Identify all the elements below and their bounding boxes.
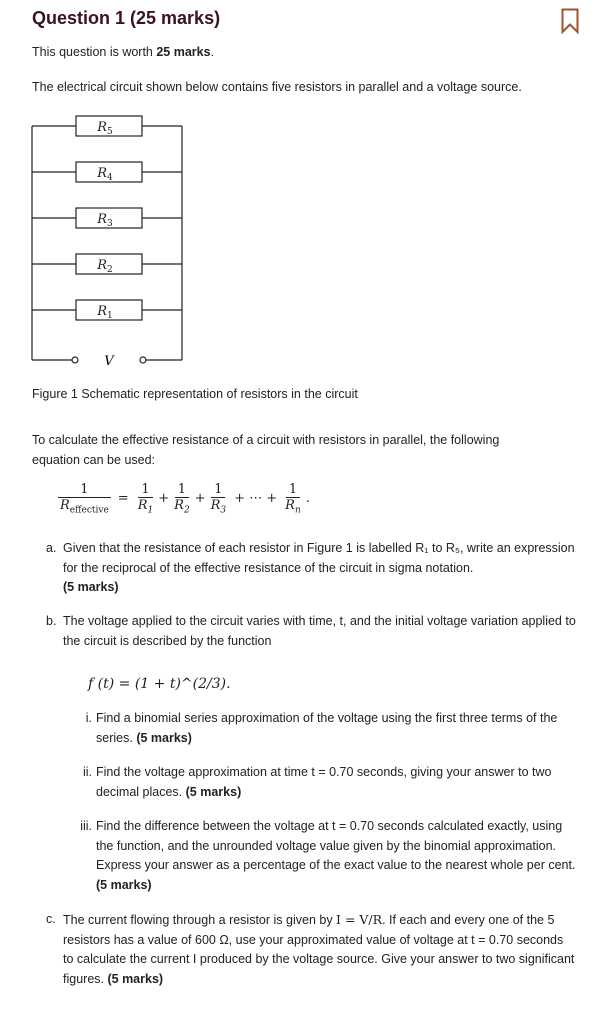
part-b: b. The voltage applied to the circuit varies with time, t, and the initial voltage variation applied to the circuit is described by the function bbox=[46, 614, 576, 648]
part-b-iii: iii. Find the difference between the voltage at t = 0.70 seconds calculated exactly, using the function, and the unrounded voltage value given by the binomial approximation. Express your answer as a percentage of the exact value to the nearest whole per cent. (5 marks) bbox=[80, 819, 576, 892]
voltage-function: f (t) = (1 + t)^(2/3). bbox=[88, 676, 231, 692]
equation-intro: To calculate the effective resistance of a circuit with resistors in parallel, the following equation can be used: bbox=[32, 433, 500, 467]
voltage-source-label: V bbox=[104, 354, 114, 369]
effective-resistance-equation: $\frac{1}{R_{effective}}$ = $\frac{1}{R_1}$ + $\frac{1}{R_2}$ + $\frac{1}{R_3}$ + ⋯ + $\frac{1}{R_n}$ . bbox=[60, 482, 310, 516]
resistor-label: $R_5$ bbox=[97, 120, 113, 137]
question-title: Question 1 (25 marks) bbox=[32, 8, 221, 28]
bookmark-icon[interactable] bbox=[561, 8, 579, 37]
figure-caption: Figure 1 Schematic representation of resistors in the circuit bbox=[32, 387, 358, 401]
circuit-description: The electrical circuit shown below contains five resistors in parallel and a voltage source. bbox=[32, 80, 522, 94]
marks-statement: This question is worth 25 marks. bbox=[32, 45, 215, 59]
part-b-ii: ii. Find the voltage approximation at time t = 0.70 seconds, giving your answer to two decimal places. (5 marks) bbox=[82, 765, 552, 799]
resistor-label: $R_4$ bbox=[97, 166, 113, 183]
part-b-i: i. Find a binomial series approximation of the voltage using the first three terms of the series. (5 marks) bbox=[85, 711, 558, 745]
part-c: c. The current flowing through a resistor is given by I = V/R. If each and every one of the 5 resistors has a value of 600 Ω, use your approximated value of voltage at t = 0.70 seconds to calculate the current I produced by the voltage source. Give your answer to two significant figures. (5 marks) bbox=[46, 912, 575, 986]
resistor-label: $R_3$ bbox=[97, 212, 113, 229]
part-a: a. Given that the resistance of each resistor in Figure 1 is labelled R₁ to R₅, write an expression for the reciprocal of the effective resistance of the circuit in sigma notation. (5 marks) bbox=[46, 541, 575, 594]
resistor-label: $R_2$ bbox=[97, 258, 113, 275]
resistor-label: $R_1$ bbox=[97, 304, 113, 321]
circuit-diagram bbox=[30, 112, 190, 370]
